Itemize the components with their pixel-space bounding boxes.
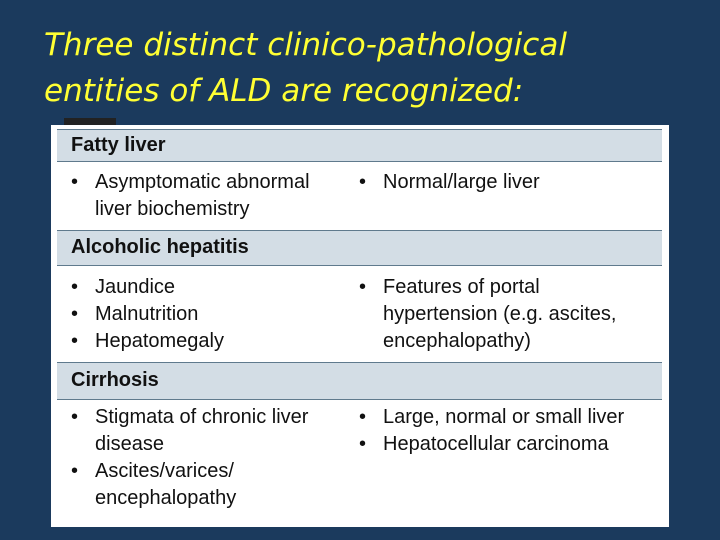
section-heading: Alcoholic hepatitis bbox=[71, 236, 249, 258]
bullet-text-line: hypertension (e.g. ascites, bbox=[383, 303, 617, 325]
bullet-item bbox=[359, 169, 540, 196]
right-column bbox=[359, 404, 624, 458]
bullet-text bbox=[95, 328, 224, 355]
bullet-point: • bbox=[359, 406, 367, 428]
section-header-cirrhosis bbox=[57, 362, 662, 400]
left-column bbox=[71, 404, 308, 512]
bullet-text-line: encephalopathy bbox=[95, 487, 237, 509]
section-header-fatty-liver bbox=[57, 129, 662, 162]
bullet-text-line: Hepatocellular carcinoma bbox=[383, 433, 609, 455]
bullet-point: • bbox=[71, 406, 79, 428]
bullet-point: • bbox=[71, 460, 79, 482]
right-column bbox=[359, 274, 616, 355]
bullet-text-line: Jaundice bbox=[95, 276, 176, 298]
bullet-text-line: disease bbox=[95, 433, 164, 455]
title-line-1: Three distinct clinico-pathological bbox=[44, 27, 567, 63]
bullet-text-line: Malnutrition bbox=[95, 303, 199, 325]
bullet-point: • bbox=[71, 276, 79, 298]
bullet-point: • bbox=[359, 171, 367, 193]
bullet-text bbox=[95, 274, 175, 301]
right-column bbox=[359, 169, 540, 196]
bullet-item bbox=[71, 404, 308, 458]
table-content bbox=[57, 129, 662, 521]
bullet-item bbox=[71, 169, 310, 223]
section-body-alcoholic-hepatitis bbox=[57, 266, 662, 362]
section-body-cirrhosis bbox=[57, 400, 662, 521]
bullet-text-line: encephalopathy) bbox=[383, 330, 531, 352]
bullet-text-line: Normal/large liver bbox=[383, 171, 540, 193]
bullet-text bbox=[95, 301, 198, 328]
bullet-point: • bbox=[359, 276, 367, 298]
bullet-item bbox=[359, 431, 624, 458]
bullet-point: • bbox=[71, 330, 79, 352]
bullet-text bbox=[95, 458, 236, 512]
left-column bbox=[71, 169, 310, 223]
bullet-text bbox=[95, 169, 310, 223]
title-line-2: entities of ALD are recognized: bbox=[44, 73, 524, 109]
bullet-text-line: Hepatomegaly bbox=[95, 330, 224, 352]
section-heading: Fatty liver bbox=[71, 134, 166, 156]
bullet-item bbox=[71, 328, 224, 355]
bullet-text bbox=[383, 404, 624, 431]
bullet-item bbox=[71, 458, 308, 512]
section-body-fatty-liver bbox=[57, 162, 662, 230]
bullet-text-line: Large, normal or small liver bbox=[383, 406, 625, 428]
bullet-text-line: Stigmata of chronic liver bbox=[95, 406, 309, 428]
left-column bbox=[71, 274, 224, 355]
bullet-item bbox=[359, 404, 624, 431]
section-heading: Cirrhosis bbox=[71, 369, 159, 391]
bullet-text-line: Ascites/varices/ bbox=[95, 460, 234, 482]
bullet-point: • bbox=[359, 433, 367, 455]
bullet-text bbox=[95, 404, 308, 458]
bullet-text bbox=[383, 431, 609, 458]
section-header-alcoholic-hepatitis bbox=[57, 230, 662, 266]
bullet-item bbox=[71, 301, 224, 328]
bullet-item bbox=[359, 274, 616, 355]
bullet-text bbox=[383, 274, 616, 355]
ald-entities-table bbox=[51, 125, 669, 527]
slide-title bbox=[44, 22, 704, 114]
bullet-text-line: Features of portal bbox=[383, 276, 540, 298]
bullet-item bbox=[71, 274, 224, 301]
bullet-text bbox=[383, 169, 540, 196]
bullet-text-line: liver biochemistry bbox=[95, 198, 250, 220]
bullet-point: • bbox=[71, 171, 79, 193]
bullet-text-line: Asymptomatic abnormal bbox=[95, 171, 310, 193]
bullet-point: • bbox=[71, 303, 79, 325]
